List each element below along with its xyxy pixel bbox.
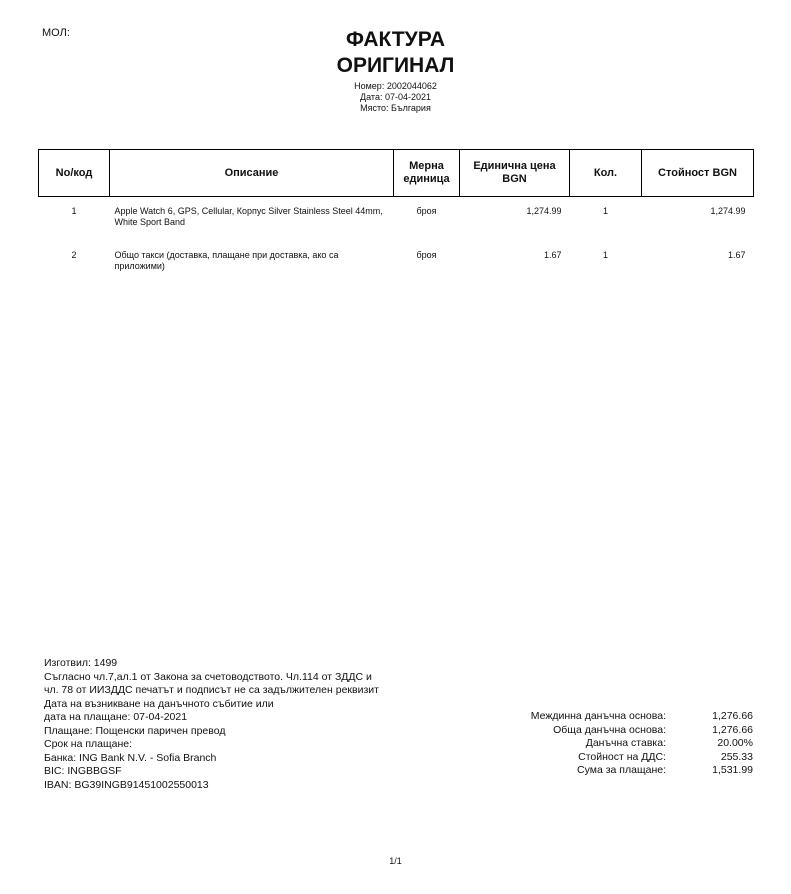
legal-note-line-2: чл. 78 от ИИЗДДС печатът и подписът не са задължителен реквизит — [44, 684, 379, 696]
bank-iban: IBAN: BG39INGB91451002550013 — [44, 778, 209, 791]
invoice-date: Дата: 07-04-2021 — [360, 92, 431, 102]
header-code: No/код — [39, 150, 110, 197]
payment-term: Срок на плащане: — [44, 738, 133, 750]
table-row — [39, 250, 754, 272]
row-description: Apple Watch 6, GPS, Cellular, Корпус Silver Stainless Steel 44mm, White Sport Band — [114, 206, 383, 227]
mol-label: МОЛ: — [42, 27, 70, 39]
tax-rate-label: Данъчна ставка: — [585, 737, 666, 749]
total-row — [500, 737, 753, 751]
row-qty: 1 — [602, 206, 608, 216]
subtotal-label: Междинна данъчна основа: — [530, 710, 666, 722]
header-unit-price: Единична цена BGN — [460, 150, 570, 197]
row-unit-price: 1.67 — [543, 250, 562, 260]
payment-date: дата на плащане: 07-04-2021 — [44, 711, 188, 723]
row-description: Общо такси (доставка, плащане при доставка, ако са приложими) — [114, 250, 339, 271]
total-row — [500, 710, 753, 724]
payment-method: Плащане: Пощенски паричен превод — [44, 724, 226, 737]
tax-base-value: 1,276.66 — [712, 723, 753, 736]
legal-note-line-1: Съгласно чл.7,ал.1 от Закона за счетоводството. Чл.114 от ЗДДС и — [44, 670, 372, 683]
row-total: 1.67 — [727, 250, 746, 260]
invoice-subtitle: ОРИГИНАЛ — [336, 54, 455, 77]
page-number: 1/1 — [389, 856, 402, 866]
vat-amount-label: Стойност на ДДС: — [578, 750, 666, 763]
tax-rate-value: 20.00% — [717, 737, 753, 749]
totals-block — [500, 710, 753, 778]
total-row — [500, 751, 753, 765]
tax-base-label: Обща данъчна основа: — [553, 723, 666, 736]
amount-due-label: Сума за плащане: — [577, 764, 666, 776]
row-total: 1,274.99 — [710, 206, 746, 216]
invoice-number: Номер: 2002044062 — [354, 81, 437, 91]
total-row — [500, 724, 753, 738]
vat-amount-value: 255.33 — [720, 750, 753, 763]
header-unit: Мерна единица — [394, 150, 460, 197]
table-header-row — [39, 150, 754, 197]
invoice-title: ФАКТУРА — [345, 28, 446, 51]
items-table — [38, 149, 754, 272]
row-qty: 1 — [602, 250, 608, 260]
invoice-place: Място: България — [360, 103, 431, 113]
bank-bic: BIC: INGBBGSF — [44, 765, 122, 777]
amount-due-value: 1,531.99 — [712, 764, 753, 776]
row-unit-price: 1,274.99 — [526, 206, 562, 216]
row-unit: броя — [416, 206, 437, 216]
header-description: Описание — [110, 150, 394, 197]
footer-info — [44, 657, 379, 792]
subtotal-value: 1,276.66 — [712, 710, 753, 722]
row-code: 2 — [71, 250, 77, 260]
bank-name: Банка: ING Bank N.V. - Sofia Branch — [44, 751, 217, 764]
total-row — [500, 764, 753, 778]
header-qty: Кол. — [570, 150, 642, 197]
header-total: Стойност BGN — [642, 150, 754, 197]
row-unit: броя — [416, 250, 437, 260]
row-code: 1 — [71, 206, 77, 216]
prepared-by: Изготвил: 1499 — [44, 657, 118, 669]
tax-event-date-label: Дата на възникване на данъчното събитие или — [44, 697, 274, 710]
table-row — [39, 206, 754, 250]
